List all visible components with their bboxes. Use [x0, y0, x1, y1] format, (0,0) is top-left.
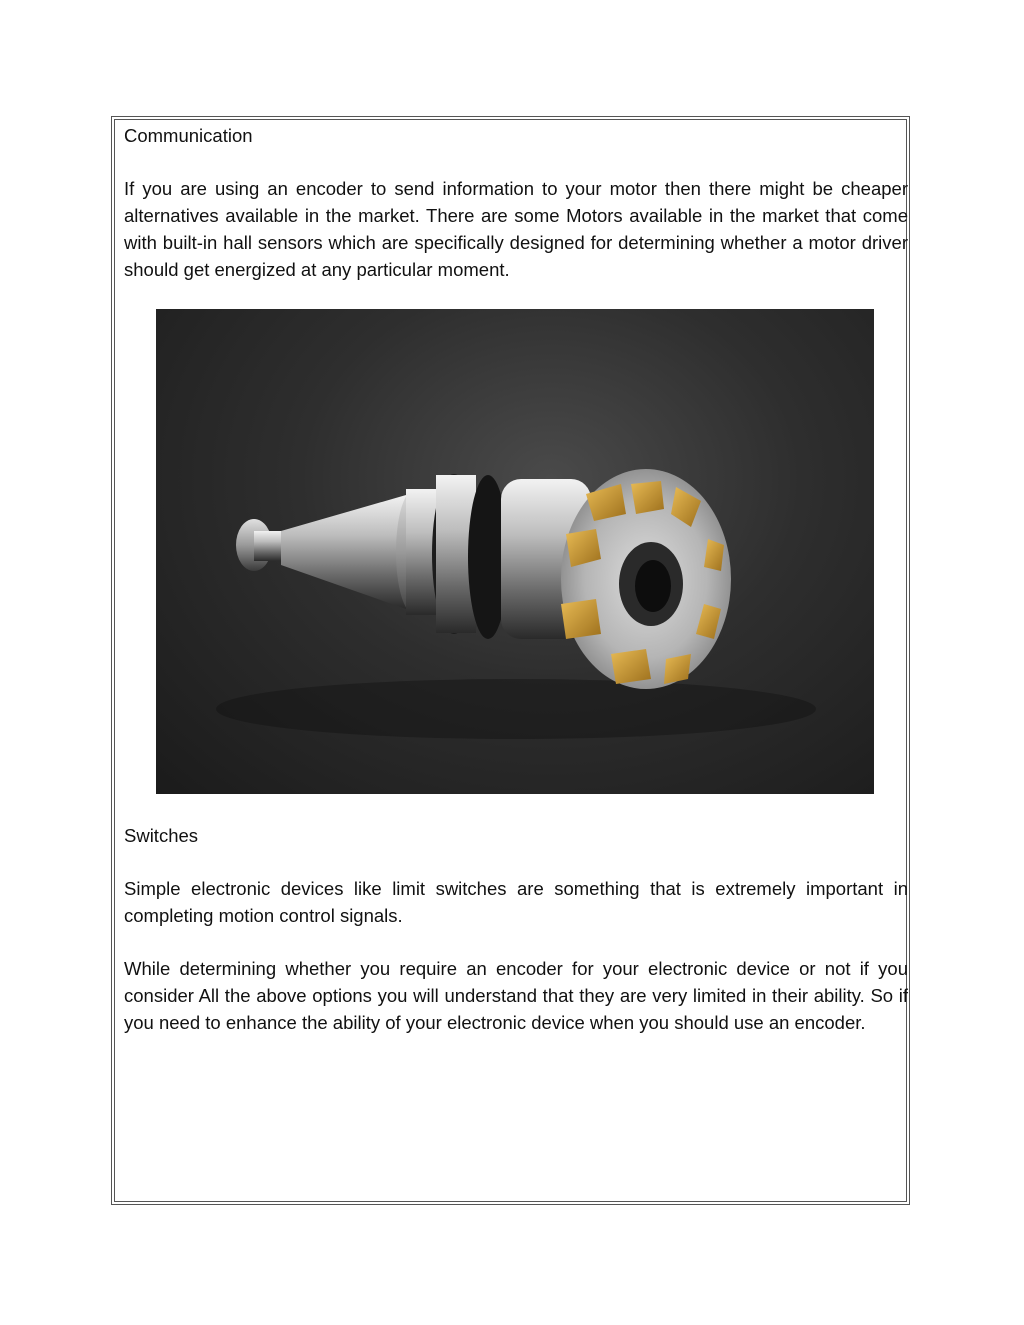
heading-switches: Switches: [124, 825, 199, 846]
heading-communication: Communication: [124, 125, 253, 146]
milling-cutter-photo: [156, 309, 874, 794]
section-communication: [124, 123, 908, 283]
page-frame: [111, 116, 910, 1205]
section-switches: [124, 823, 908, 1037]
page-frame-inner: [114, 119, 907, 1202]
paragraph-encoder-conclusion: While determining whether you require an encoder for your electronic device or not if you consider All the above options you will understand that they are very limited in their ability. So if you need to enhance the ability of your electronic device when you should use an encoder.: [124, 958, 908, 1033]
milling-cutter-illustration: [156, 309, 874, 794]
paragraph-limit-switches: Simple electronic devices like limit switches are something that is extremely important in completing motion control signals.: [124, 878, 908, 927]
paragraph-communication: If you are using an encoder to send information to your motor then there might be cheaper alternatives available in the market. There are some Motors available in the market that come with built-in hall sensors which are specifically designed for determining whether a motor driver should get energized at any particular moment.: [124, 178, 908, 280]
